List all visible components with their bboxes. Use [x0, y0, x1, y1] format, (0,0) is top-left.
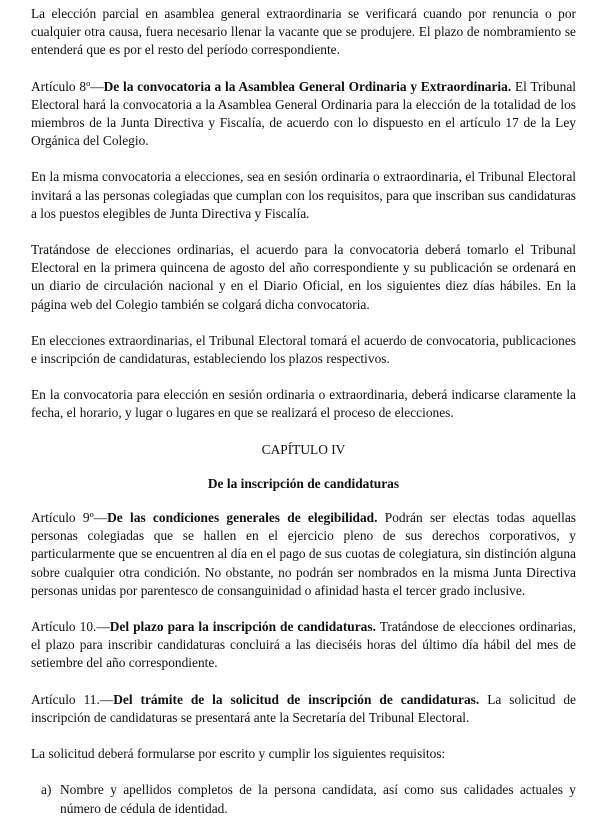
article-9-body: Podrán ser electas todas aquellas personas colegiadas que se hallen en el ejercicio pleno de sus derechos corporativos, y particularmente que se encuentren al día en el pago de sus cuotas de colegiatura, sin distinción alguna sobre cualquier otra condición. No obstante, no podrán ser nombrados en la misma Junta Directiva personas unidas por parentesco de consanguinidad o afinidad hasta el tercer grado inclusive. — [31, 510, 576, 598]
article-11-title: Del trámite de la solicitud de inscripción de candidaturas. — [113, 691, 480, 707]
article-9 — [31, 509, 576, 600]
requirements-list — [31, 781, 576, 817]
list-item — [31, 781, 576, 817]
article-11-prefix: Artículo 11.— — [31, 691, 114, 707]
article-8-prefix: Artículo 8º— — [31, 78, 104, 94]
chapter-title: De la inscripción de candidaturas — [207, 475, 400, 491]
article-10-title: Del plazo para la inscripción de candidaturas. — [109, 619, 376, 635]
article-8-body: El Tribunal Electoral hará la convocatoria a la Asamblea General Ordinaria para la elección de la totalidad de los miembros de la Junta Directiva y Fiscalía, de acuerdo con lo dispuesto en el artículo 17 de la Ley Orgánica del Colegio. — [31, 78, 576, 149]
article-10 — [31, 618, 576, 673]
paragraph-invitation: En la misma convocatoria a elecciones, sea en sesión ordinaria o extraordinaria, el Tribunal Electoral invitará a las personas colegiadas que cumplan con los requisitos, para que inscriban sus candidaturas a los puestos elegibles de Junta Directiva y Fiscalía. — [31, 169, 576, 221]
list-item-marker: a) — [41, 782, 52, 798]
article-11-body: La solicitud de inscripción de candidaturas se presentará ante la Secretaría del Tribunal Electoral. — [31, 691, 576, 725]
requirements-intro: La solicitud deberá formularse por escrito y cumplir los siguientes requisitos: — [31, 746, 446, 762]
article-8 — [31, 78, 576, 151]
article-10-prefix: Artículo 10.— — [31, 619, 110, 635]
article-11 — [31, 691, 576, 727]
paragraph-ordinary-elections: Tratándose de elecciones ordinarias, el acuerdo para la convocatoria deberá tomarlo el Tribunal Electoral en la primera quincena de agosto del año correspondiente y su publicación se ordenará en un diario de circulación nacional y en el Diario Oficial, en los siguientes diez días hábiles. En la página web del Colegio también se colgará dicha convocatoria. — [31, 242, 576, 312]
article-10-body: Tratándose de elecciones ordinarias, el plazo para inscribir candidaturas concluirá a las dieciséis horas del último día hábil del mes de setiembre del año correspondiente. — [31, 619, 577, 671]
article-8-title: De la convocatoria a la Asamblea General Ordinaria y Extraordinaria. — [103, 78, 512, 94]
paragraph-partial-election: La elección parcial en asamblea general extraordinaria se verificará cuando por renuncia o por cualquier otra causa, fuera necesario llenar la vacante que se produjere. El plazo de nombramiento se entenderá que es por el resto del período correspondiente. — [31, 6, 576, 58]
paragraph-convocation-details: En la convocatoria para elección en sesión ordinaria o extraordinaria, deberá indicarse claramente la fecha, el horario, y lugar o lugares en que se realizará el proceso de elecciones. — [31, 387, 576, 421]
article-9-title: De las condiciones generales de elegibilidad. — [107, 510, 378, 526]
list-item-text: Nombre y apellidos completos de la persona candidata, así como sus calidades actuales y número de cédula de identidad. — [60, 782, 576, 816]
paragraph-extraordinary-elections: En elecciones extraordinarias, el Tribunal Electoral tomará el acuerdo de convocatoria, publicaciones e inscripción de candidaturas, estableciendo los plazos respectivos. — [31, 332, 576, 367]
article-9-prefix: Artículo 9º— — [31, 510, 108, 526]
chapter-number: CAPÍTULO IV — [261, 441, 346, 457]
